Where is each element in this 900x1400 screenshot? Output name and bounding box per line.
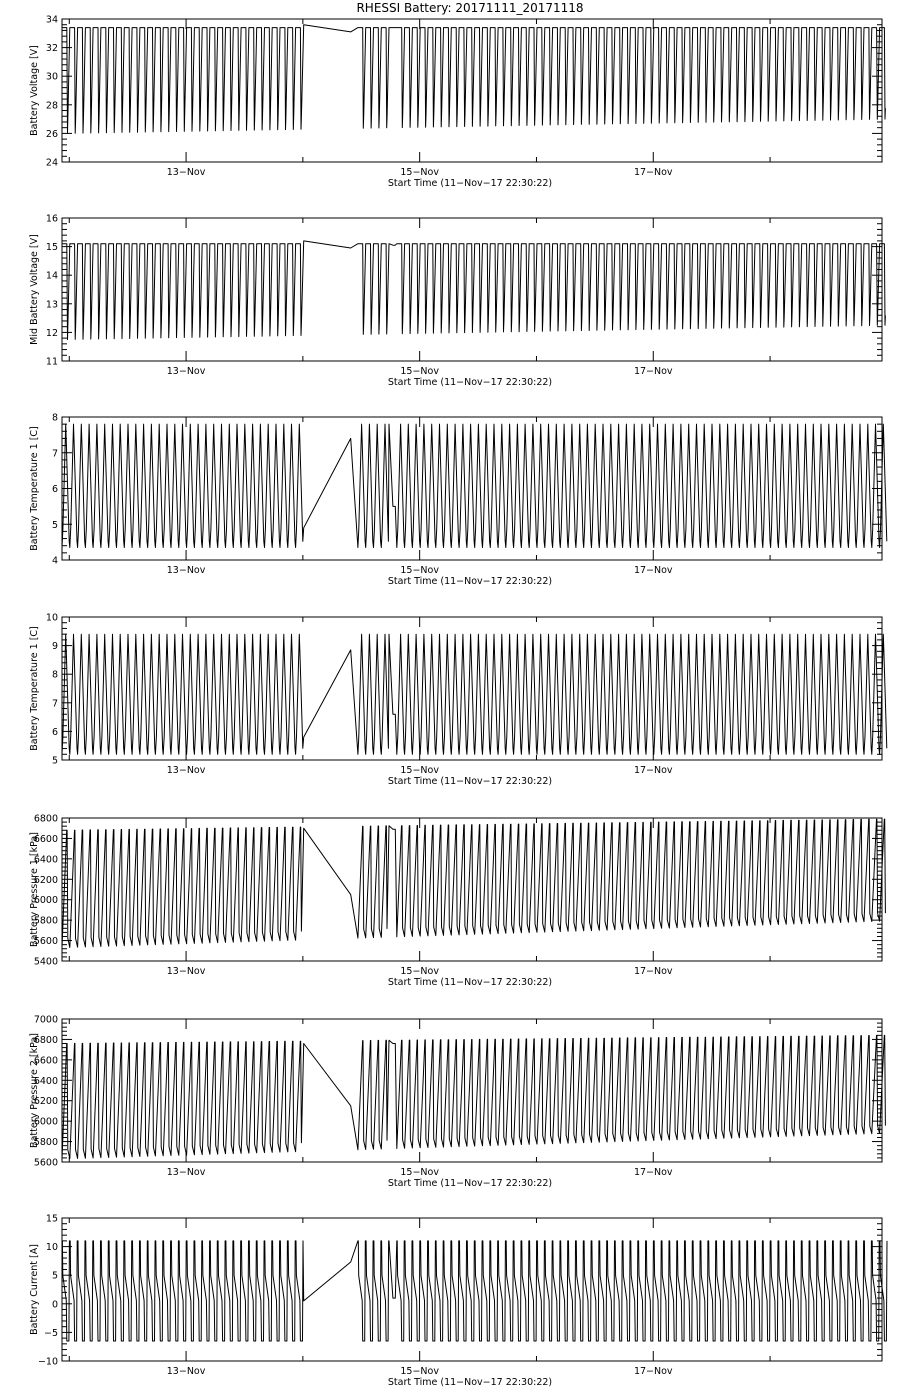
y-tick-label: 8 (51, 669, 58, 681)
y-tick-label: 6 (51, 726, 58, 738)
x-axis-title: Start Time (11−Nov−17 22:30:22) (387, 576, 553, 587)
y-axis-title: Battery Pressure 2 [kPa] (29, 1033, 40, 1148)
y-tick-label: 6200 (33, 1096, 58, 1108)
y-tick-label: 5 (51, 755, 58, 767)
x-tick-label: 13−Nov (166, 1366, 206, 1377)
y-axis-title: Mid Battery Voltage [V] (29, 234, 40, 345)
y-tick-label: 7 (51, 698, 58, 710)
x-tick-label: 13−Nov (166, 565, 206, 576)
y-tick-label: 10 (45, 1242, 58, 1254)
x-tick-label: 17−Nov (633, 565, 673, 576)
y-tick-label: 7000 (33, 1014, 58, 1026)
y-axis-title: Battery Temperature 1 [C] (29, 626, 40, 751)
series-trace (62, 241, 885, 340)
series-trace (62, 1035, 885, 1159)
x-tick-label: 13−Nov (166, 167, 206, 178)
x-axis-title: Start Time (11−Nov−17 22:30:22) (387, 1178, 553, 1189)
x-tick-label: 15−Nov (400, 167, 439, 178)
figure-title: RHESSI Battery: 20171111_20171118 (356, 1, 584, 15)
y-tick-label: 6800 (33, 813, 58, 825)
y-tick-label: 4 (51, 555, 58, 567)
series-trace (62, 1241, 887, 1341)
y-tick-label: 13 (45, 299, 58, 311)
y-tick-label: 28 (45, 100, 58, 112)
x-axis-title: Start Time (11−Nov−17 22:30:22) (387, 977, 553, 988)
x-axis-title: Start Time (11−Nov−17 22:30:22) (387, 178, 553, 189)
x-tick-label: 13−Nov (166, 765, 206, 776)
series-trace (62, 634, 887, 754)
y-tick-label: 6000 (33, 895, 58, 907)
y-tick-label: 32 (45, 43, 58, 55)
y-tick-label: 5600 (33, 1157, 58, 1169)
y-tick-label: 6000 (33, 1116, 58, 1128)
panel-5 (29, 814, 885, 989)
y-tick-label: 5400 (33, 956, 58, 968)
series-trace (62, 819, 885, 948)
y-tick-label: 6 (51, 484, 58, 495)
panel-1 (29, 15, 885, 190)
y-tick-label: 10 (45, 612, 58, 624)
x-tick-label: 13−Nov (166, 366, 206, 377)
y-tick-label: 0 (51, 1299, 58, 1311)
panel-3 (29, 413, 887, 588)
y-tick-label: 5800 (33, 1137, 58, 1149)
x-axis-title: Start Time (11−Nov−17 22:30:22) (387, 776, 553, 787)
y-tick-label: 8 (51, 412, 58, 424)
series-trace (62, 424, 887, 547)
y-tick-label: 5800 (33, 915, 58, 927)
y-tick-label: 15 (45, 1213, 58, 1225)
y-tick-label: 6600 (33, 1055, 58, 1067)
y-tick-label: 6400 (33, 1075, 58, 1087)
panel-4 (29, 613, 887, 788)
x-tick-label: 15−Nov (400, 366, 439, 377)
y-tick-label: 5 (51, 519, 58, 531)
y-tick-label: 26 (45, 128, 58, 140)
x-tick-label: 17−Nov (633, 966, 673, 977)
y-tick-label: 30 (45, 71, 58, 83)
y-axis-title: Battery Pressure 1 [kPa] (29, 832, 40, 947)
x-axis-title: Start Time (11−Nov−17 22:30:22) (387, 377, 553, 388)
y-tick-label: 16 (45, 213, 58, 225)
panel-7 (29, 1214, 887, 1389)
x-tick-label: 13−Nov (166, 966, 206, 977)
y-tick-label: −10 (37, 1356, 58, 1368)
y-tick-label: 6200 (33, 874, 58, 886)
panel-6 (29, 1015, 885, 1190)
y-tick-label: 9 (51, 641, 58, 653)
panel-2 (29, 214, 885, 389)
y-tick-label: 6600 (33, 833, 58, 845)
y-tick-label: 24 (45, 157, 58, 169)
y-tick-label: 14 (45, 270, 58, 282)
y-tick-label: 6400 (33, 854, 58, 866)
y-axis-title: Battery Voltage [V] (29, 45, 40, 136)
y-tick-label: −5 (43, 1327, 58, 1339)
y-tick-label: 5600 (33, 936, 58, 948)
y-tick-label: 5 (51, 1270, 58, 1282)
x-tick-label: 17−Nov (633, 765, 673, 776)
x-tick-label: 13−Nov (166, 1167, 206, 1178)
x-axis-title: Start Time (11−Nov−17 22:30:22) (387, 1377, 553, 1388)
x-tick-label: 17−Nov (633, 1366, 673, 1377)
y-tick-label: 15 (45, 242, 58, 254)
x-tick-label: 15−Nov (400, 1167, 439, 1178)
series-trace (62, 25, 885, 134)
y-axis-title: Battery Current [A] (29, 1244, 40, 1335)
y-tick-label: 34 (45, 14, 58, 26)
y-axis-title: Battery Temperature 1 [C] (29, 426, 40, 551)
y-tick-label: 12 (45, 327, 58, 339)
y-tick-label: 7 (51, 448, 58, 460)
x-tick-label: 15−Nov (400, 966, 439, 977)
y-tick-label: 11 (45, 356, 58, 368)
x-tick-label: 17−Nov (633, 366, 673, 377)
x-tick-label: 15−Nov (400, 765, 439, 776)
x-tick-label: 15−Nov (400, 1366, 439, 1377)
x-tick-label: 17−Nov (633, 1167, 673, 1178)
y-tick-label: 6800 (33, 1034, 58, 1046)
x-tick-label: 15−Nov (400, 565, 439, 576)
x-tick-label: 17−Nov (633, 167, 673, 178)
